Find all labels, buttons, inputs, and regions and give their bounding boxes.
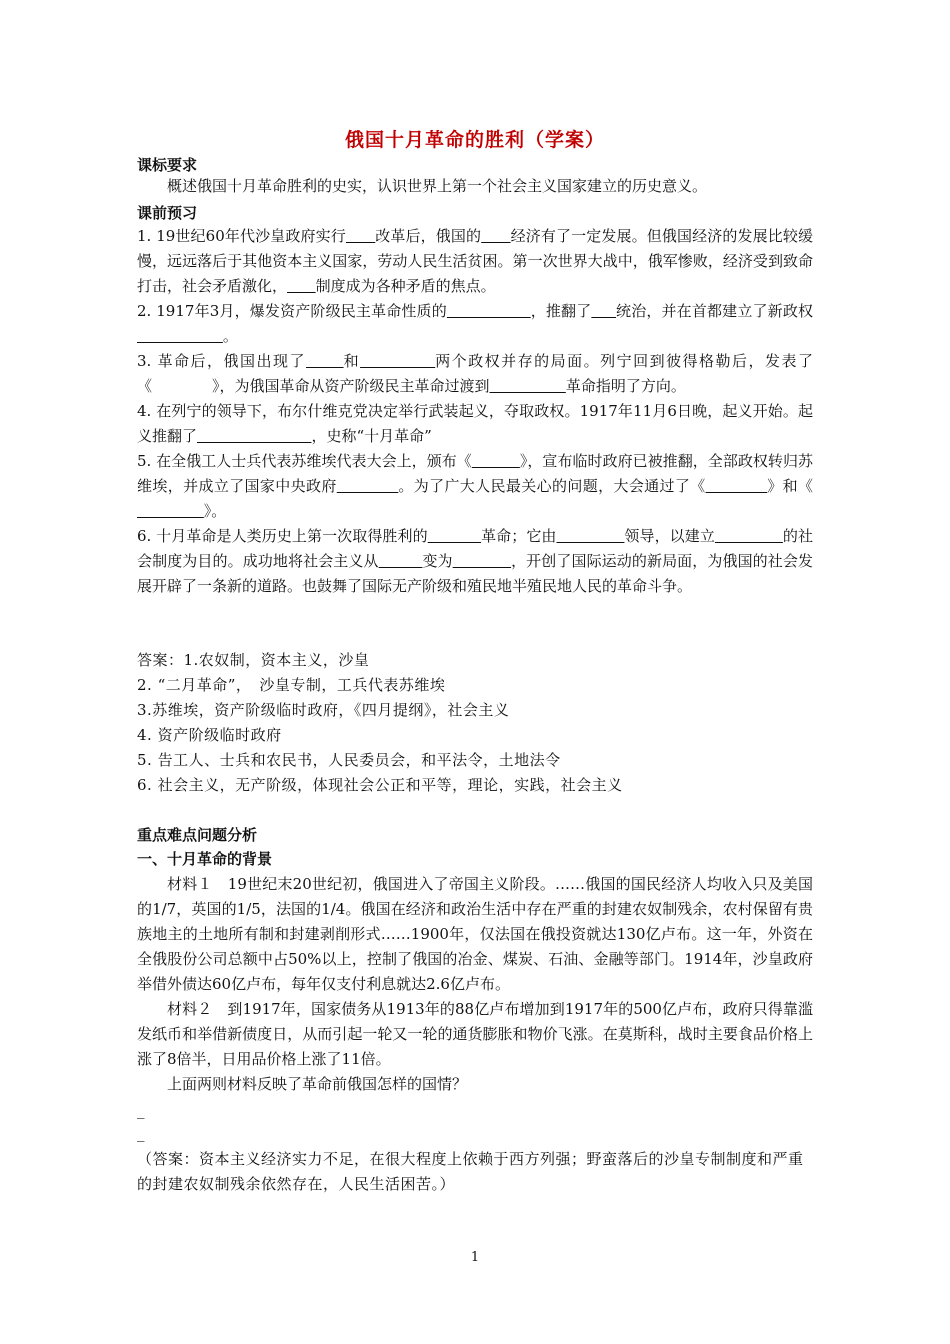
q5-text-d: 》和《 bbox=[767, 477, 813, 495]
q1-text-c: 经济有了一定发展。但俄国经济的发展比较缓慢，远远落后于其他资本主义国家，劳动人民生活贫困。第一次世界大战中，俄军惨败，经济受到致命打击，社会矛盾激化， bbox=[137, 227, 813, 295]
q4-blank-1 bbox=[197, 427, 311, 445]
q6-text-d: 的社会制度为目的。成功地将社会主义从 bbox=[137, 527, 813, 570]
question-3 bbox=[137, 349, 813, 399]
q6-blank-1 bbox=[428, 527, 481, 545]
q2-blank-2 bbox=[591, 302, 616, 320]
q6-text-c: 领导，以建立 bbox=[624, 527, 715, 545]
q3-text-b: 和 bbox=[343, 352, 361, 370]
page-number: 1 bbox=[470, 1250, 480, 1265]
q2-blank-3 bbox=[137, 327, 223, 345]
q3-blank-1 bbox=[306, 352, 344, 370]
q5-blank-3 bbox=[706, 477, 768, 495]
answer-line: 4. 资产阶级临时政府 bbox=[137, 726, 282, 744]
q2-text-d: 。 bbox=[222, 327, 238, 345]
q3-text-a: 3. 革命后，俄国出现了 bbox=[137, 352, 306, 370]
q6-blank-5 bbox=[453, 552, 511, 570]
q4-text-a: 4. 在列宁的领导下，布尔什维克党决定举行武装起义，夺取政权。1917年11月6日晚，起义开始。起义推翻了 bbox=[137, 402, 813, 445]
zhongdian-heading: 重点难点问题分析 bbox=[137, 826, 258, 844]
answer-line: 6. 社会主义，无产阶级，体现社会公正和平等，理论，实践，社会主义 bbox=[137, 776, 623, 794]
q2-blank-1 bbox=[447, 302, 531, 320]
answer-line: 3.苏维埃，资产阶级临时政府，《四月提纲》，社会主义 bbox=[137, 701, 510, 719]
q4-text-b: ，史称“十月革命” bbox=[311, 427, 432, 445]
material-2: 材料２ 到1917年，国家债务从1913年的88亿卢布增加到1917年的500亿卢布，政府只得靠滥发纸币和举借新债度日，从而引起一轮又一轮的通货膨胀和物价飞涨。在莫斯科，战时主要食品价格上涨了8倍半，日用品价格上涨了11倍。 bbox=[137, 1000, 813, 1068]
question-4 bbox=[137, 399, 813, 449]
q2-text-a: 2. 1917年3月，爆发资产阶级民主革命性质的 bbox=[137, 302, 447, 320]
q5-text-e: 》。 bbox=[203, 502, 227, 520]
q6-text-a: 6. 十月革命是人类历史上第一次取得胜利的 bbox=[137, 527, 428, 545]
question-2 bbox=[137, 299, 813, 349]
q3-text-c: 两个政权并存的局面。列宁回到彼得格勒后，发表了《 》，为俄国革命从资产阶级民主革命过渡到 bbox=[137, 352, 813, 395]
q6-blank-4 bbox=[379, 552, 423, 570]
q6-text-e: 变为 bbox=[422, 552, 453, 570]
q1-blank-3 bbox=[287, 277, 316, 295]
material-1: 材料１ 19世纪末20世纪初，俄国进入了帝国主义阶段。……俄国的国民经济人均收入只及美国的1/7，英国的1/5，法国的1/4。俄国在经济和政治生活中存在严重的封建农奴制残余，农村保留有贵族地主的土地所有制和封建剥削形式……1900年，仅法国在俄投资就达130亿卢布。这一年，外资在全俄股份公司总额中占50%以上，控制了俄国的冶金、煤炭、石油、金融等部门。1914年，沙皇政府举借外债达60亿卢布，每年仅支付利息就达2.6亿卢布。 bbox=[137, 875, 813, 993]
q6-text-f: ，开创了国际运动的新局面，为俄国的社会发展开辟了一条新的道路。也鼓舞了国际无产阶级和殖民地半殖民地人民的革命斗争。 bbox=[137, 552, 813, 595]
answers-block bbox=[137, 648, 813, 798]
answer-line: 2. “二月革命”， 沙皇专制，工兵代表苏维埃 bbox=[137, 676, 446, 694]
question-text: 上面两则材料反映了革命前俄国怎样的国情？ bbox=[167, 1075, 468, 1093]
answer-blank-line-2: _ bbox=[137, 1124, 145, 1142]
q1-text-b: 改革后，俄国的 bbox=[375, 227, 482, 245]
q6-text-b: 革命；它由 bbox=[481, 527, 557, 545]
q5-text-b: 》，宣布临时政府已被推翻，全部政权转归苏维埃，并成立了国家中央政府 bbox=[137, 452, 813, 495]
question-6 bbox=[137, 524, 813, 599]
q5-blank-1 bbox=[472, 452, 520, 470]
kebiao-text: 概述俄国十月革命胜利的史实，认识世界上第一个社会主义国家建立的历史意义。 bbox=[167, 177, 708, 195]
answer-line: 答案：1.农奴制，资本主义，沙皇 bbox=[137, 651, 370, 669]
final-answer: （答案：资本主义经济实力不足，在很大程度上依赖于西方列强；野蛮落后的沙皇专制制度和严重的封建农奴制残余依然存在，人民生活困苦。） bbox=[137, 1150, 804, 1193]
q5-blank-2 bbox=[337, 477, 399, 495]
yuxi-heading: 课前预习 bbox=[137, 204, 198, 222]
question-1 bbox=[137, 224, 813, 299]
q5-text-a: 5. 在全俄工人士兵代表苏维埃代表大会上，颁布《 bbox=[137, 452, 472, 470]
answer-blank-line-1: _ bbox=[137, 1101, 145, 1119]
section-1-heading: 一、十月革命的背景 bbox=[137, 850, 273, 868]
answer-line: 5. 告工人、士兵和农民书，人民委员会，和平法令，土地法令 bbox=[137, 751, 561, 769]
q2-text-c: 统治，并在首都建立了新政权 bbox=[616, 302, 813, 320]
page-title: 俄国十月革命的胜利（学案） bbox=[344, 129, 605, 151]
q2-text-b: ，推翻了 bbox=[530, 302, 592, 320]
q1-text-a: 1. 19世纪60年代沙皇政府实行 bbox=[137, 227, 346, 245]
q3-text-d: 革命指明了方向。 bbox=[565, 377, 686, 395]
q5-text-c: 。为了广大人民最关心的问题，大会通过了《 bbox=[398, 477, 706, 495]
q6-blank-3 bbox=[715, 527, 783, 545]
q1-text-d: 制度成为各种矛盾的焦点。 bbox=[315, 277, 496, 295]
q1-blank-1 bbox=[346, 227, 375, 245]
q5-blank-4 bbox=[137, 502, 204, 520]
question-5 bbox=[137, 449, 813, 524]
q3-blank-2 bbox=[360, 352, 435, 370]
q6-blank-2 bbox=[556, 527, 624, 545]
q1-blank-2 bbox=[481, 227, 510, 245]
kebiao-heading: 课标要求 bbox=[137, 156, 198, 174]
q3-blank-3 bbox=[490, 377, 566, 395]
